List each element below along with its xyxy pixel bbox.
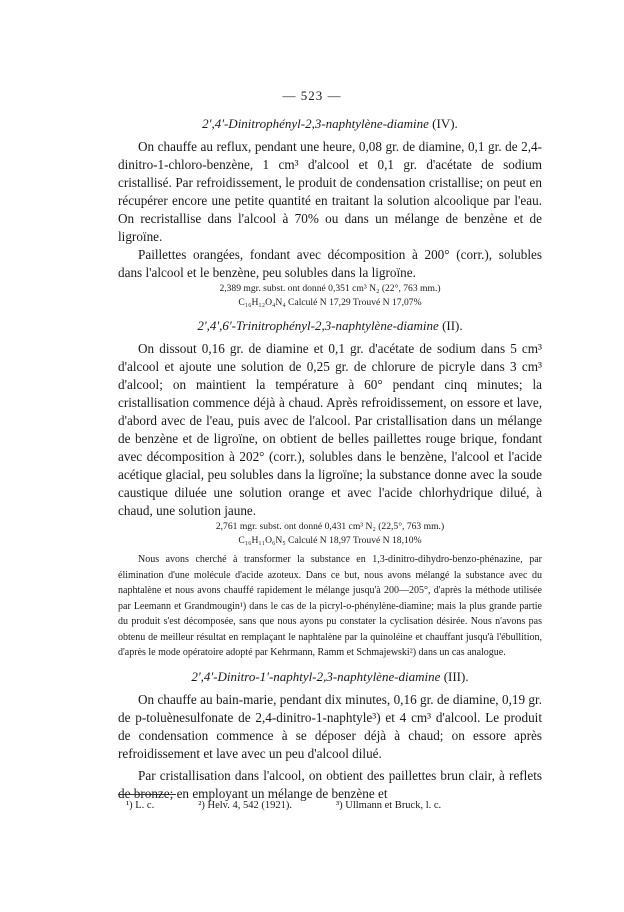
footnotes	[126, 800, 546, 811]
footnote-rule	[118, 794, 176, 795]
small-print-note: Nous avons cherché à transformer la substance en 1,3-dinitro-dihydro-benzo-phénazine, par élimination d'une molécule d'acide azoteux. Dans ce but, nous avons mélangé la substance avec du naphtalène et nous avons chauffé rapidement le mélange jusqu'à 200—205°, d'après la méthode utilisée par Leemann et Grandmougin¹) dans le cas de la picryl-o-phénylène-diamine; mais la plus grande partie du produit s'est décomposée, sans que nous ayons pu constater la cyclisation désirée. Nous n'avons pas obtenu de meilleur résultat en remplaçant le naphtalène par la quinoléine et chauffant jusqu'à l'ébullition, d'après le mode opératoire adopté par Kehrmann, Ramm et Schmajewski²) dans un cas analogue.	[118, 554, 542, 658]
analysis-line: 2,761 mgr. subst. ont donné 0,431 cm³ N₂ (22,5°, 763 mm.)	[215, 521, 445, 532]
analysis-line: C₁₆H₁₁O₆N₅ Calculé N 18,97 Trouvé N 18,10%	[238, 535, 422, 546]
footnote-3: ³) Ullmann et Bruck, l. c.	[335, 800, 442, 811]
paragraph: Par cristallisation dans l'alcool, on obtient des paillettes brun clair, à reflets de bronze; en employant un mélange de benzène et	[118, 767, 542, 801]
page-number: — 523 —	[282, 88, 342, 103]
section-heading-ii: 2',4',6'-Trinitrophényl-2,3-naphtylène-diamine (II).	[197, 318, 463, 333]
footnote-2: ²) Helv. 4, 542 (1921).	[198, 800, 292, 811]
analysis-line: 2,389 mgr. subst. ont donné 0,351 cm³ N₂ (22°, 763 mm.)	[219, 283, 441, 294]
section-heading-iii: 2',4'-Dinitro-1'-naphtyl-2,3-naphtylène-diamine (III).	[191, 668, 469, 684]
section-heading-iv: 2',4'-Dinitrophényl-2,3-naphtylène-diamine (IV).	[202, 116, 458, 131]
analysis-line: C₁₆H₁₂O₄N₄ Calculé N 17,29 Trouvé N 17,07%	[238, 297, 422, 308]
paragraph: On chauffe au reflux, pendant une heure, 0,08 gr. de diamine, 0,1 gr. de 2,4-dinitro-1-chloro-benzène, 1 cm³ d'alcool et 0,1 gr. d'acétate de sodium cristallisé. Par refroidissement, le produit de condensation cristallise; on peut en récupérer encore une petite quantité en traitant la solution alcoolique par l'eau. On recristallise dans l'alcool à 70% ou dans un mélange de benzène et de ligroïne.	[118, 139, 542, 244]
paragraph: On dissout 0,16 gr. de diamine et 0,1 gr. d'acétate de sodium dans 5 cm³ d'alcool et ajoute une solution de 0,25 gr. de chlorure de picryle dans 3 cm³ d'alcool; on maintient la température à 60° pendant cinq minutes; la cristallisation commence déjà à chaud. Après refroidissement, on essore et lave, d'abord avec de l'eau, puis avec de l'alcool. Par cristallisation dans un mélange de benzène et de ligroïne, on obtient de belles paillettes rouge brique, fondant avec décomposition à 202° (corr.), solubles dans le benzène, l'alcool et l'acide acétique glacial, peu solubles dans la ligroïne; la substance donne avec la soude caustique diluée une solution orange et avec l'acide chlorhydrique dilué, à chaud, une solution jaune.	[118, 341, 542, 518]
paragraph: Paillettes orangées, fondant avec décomposition à 200° (corr.), solubles dans l'alcool et le benzène, peu solubles dans la ligroïne.	[118, 247, 542, 280]
paragraph: On chauffe au bain-marie, pendant dix minutes, 0,16 gr. de diamine, 0,19 gr. de p-toluènesulfonate de 2,4-dinitro-1-naphtyle³) et 4 cm³ d'alcool. Le produit de condensation commence à se déposer déjà à chaud; on essore après refroidissement et lave avec un peu d'alcool dilué.	[118, 691, 542, 761]
footnote-1: ¹) L. c.	[126, 800, 155, 811]
page-content	[118, 116, 542, 803]
